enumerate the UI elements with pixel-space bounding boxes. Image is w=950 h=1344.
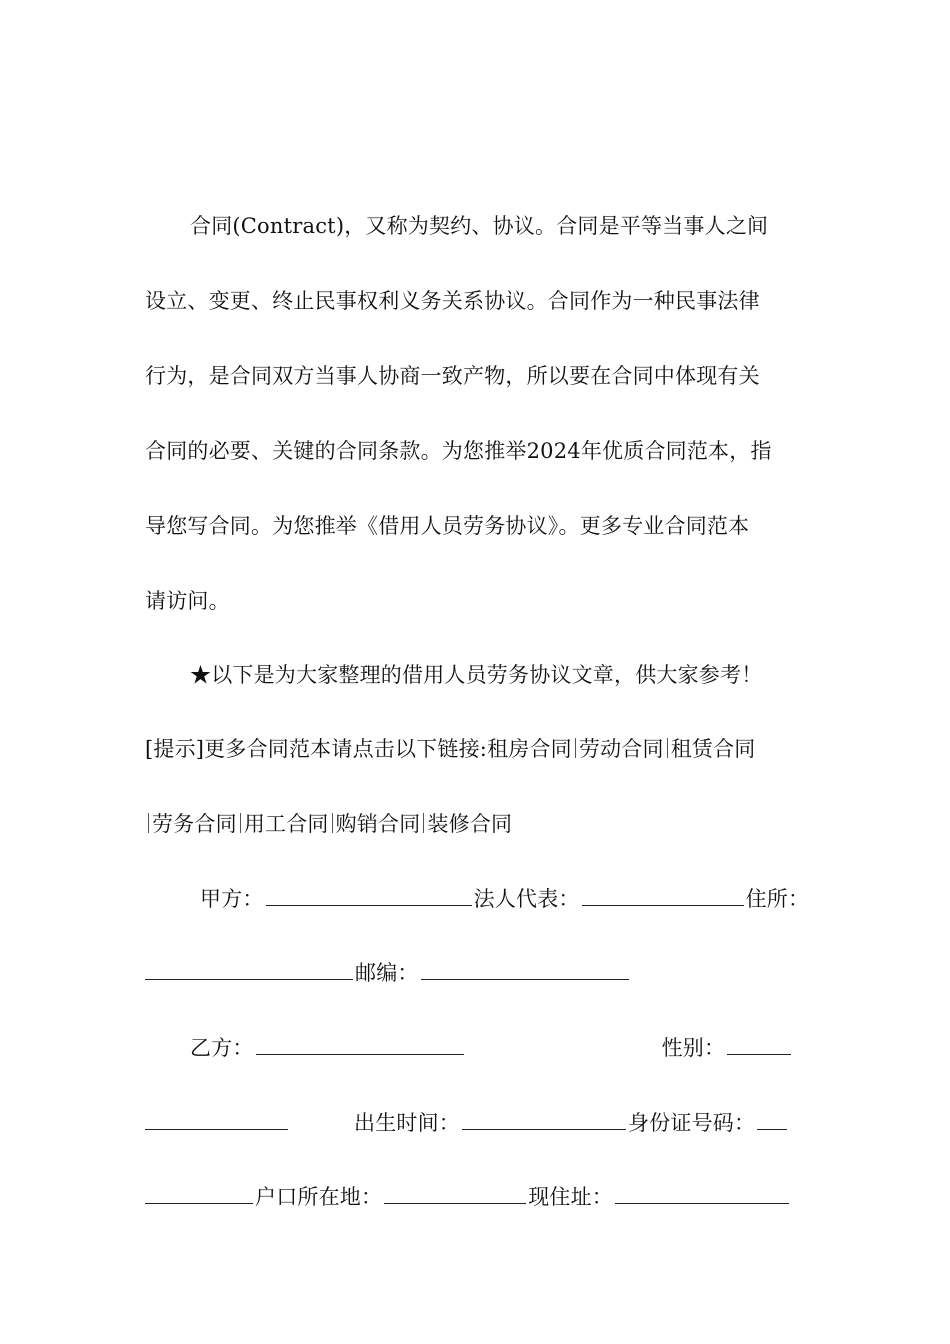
address-label: 现住址： — [528, 1185, 614, 1209]
legal-rep-field[interactable] — [582, 887, 744, 906]
gender-field[interactable] — [727, 1036, 791, 1055]
birth-label: 出生时间： — [354, 1111, 460, 1135]
link-separator — [240, 813, 241, 833]
id-field-cont[interactable] — [145, 1185, 253, 1204]
hukou-field[interactable] — [384, 1185, 526, 1204]
link-rent-house[interactable]: 租房合同 — [487, 737, 572, 761]
address-field[interactable] — [615, 1185, 789, 1204]
link-lease[interactable]: 租赁合同 — [670, 737, 756, 761]
legal-rep-label: 法人代表： — [473, 887, 580, 911]
intro-line-1: 合同(Contract)，又称为契约、协议。合同是平等当事人之间 — [190, 214, 769, 238]
link-separator — [423, 813, 424, 833]
link-separator — [575, 738, 576, 758]
link-separator — [148, 813, 149, 833]
postcode-line — [145, 958, 805, 988]
birth-field[interactable] — [462, 1111, 626, 1130]
tip-line-2 — [145, 809, 805, 839]
intro-line-4: 合同的必要、关键的合同条款。为您推举2024年优质合同范本，指 — [145, 439, 772, 463]
residence-label: 住所： — [745, 887, 810, 911]
link-renovation[interactable]: 装修合同 — [427, 812, 513, 836]
link-labor[interactable]: 劳动合同 — [578, 737, 664, 761]
gender-label: 性别： — [661, 1036, 726, 1060]
tip-line-1 — [145, 734, 805, 764]
intro-line-5: 导您写合同。为您推举《借用人员劳务协议》。更多专业合同范本 — [145, 514, 750, 538]
party-a-label: 甲方： — [200, 887, 264, 911]
tip-prefix: [提示]更多合同范本请点击以下链接: — [145, 737, 488, 761]
link-separator — [332, 813, 333, 833]
link-service[interactable]: 劳务合同 — [152, 812, 237, 836]
party-a-field[interactable] — [266, 887, 472, 906]
gender-field-cont[interactable] — [145, 1111, 288, 1130]
party-b-label: 乙方： — [190, 1036, 254, 1060]
link-purchase[interactable]: 购销合同 — [335, 812, 421, 836]
notice-line: ★以下是为大家整理的借用人员劳务协议文章，供大家参考！ — [190, 663, 763, 687]
intro-line-6: 请访问。 — [145, 589, 230, 613]
party-b-line — [190, 1033, 805, 1063]
birth-line — [145, 1108, 805, 1138]
postcode-label: 邮编： — [355, 961, 419, 985]
id-field[interactable] — [757, 1111, 787, 1130]
residence-field[interactable] — [145, 961, 353, 980]
id-label: 身份证号码： — [628, 1111, 756, 1135]
intro-line-3: 行为，是合同双方当事人协商一致产物，所以要在合同中体现有关 — [145, 364, 760, 388]
hukou-label: 户口所在地： — [255, 1185, 383, 1209]
address-line — [145, 1182, 805, 1212]
party-b-field[interactable] — [256, 1036, 464, 1055]
party-a-line — [200, 884, 815, 914]
intro-line-2: 设立、变更、终止民事权利义务关系协议。合同作为一种民事法律 — [145, 289, 760, 313]
link-separator — [667, 738, 668, 758]
link-employment[interactable]: 用工合同 — [243, 812, 329, 836]
postcode-field[interactable] — [421, 961, 629, 980]
